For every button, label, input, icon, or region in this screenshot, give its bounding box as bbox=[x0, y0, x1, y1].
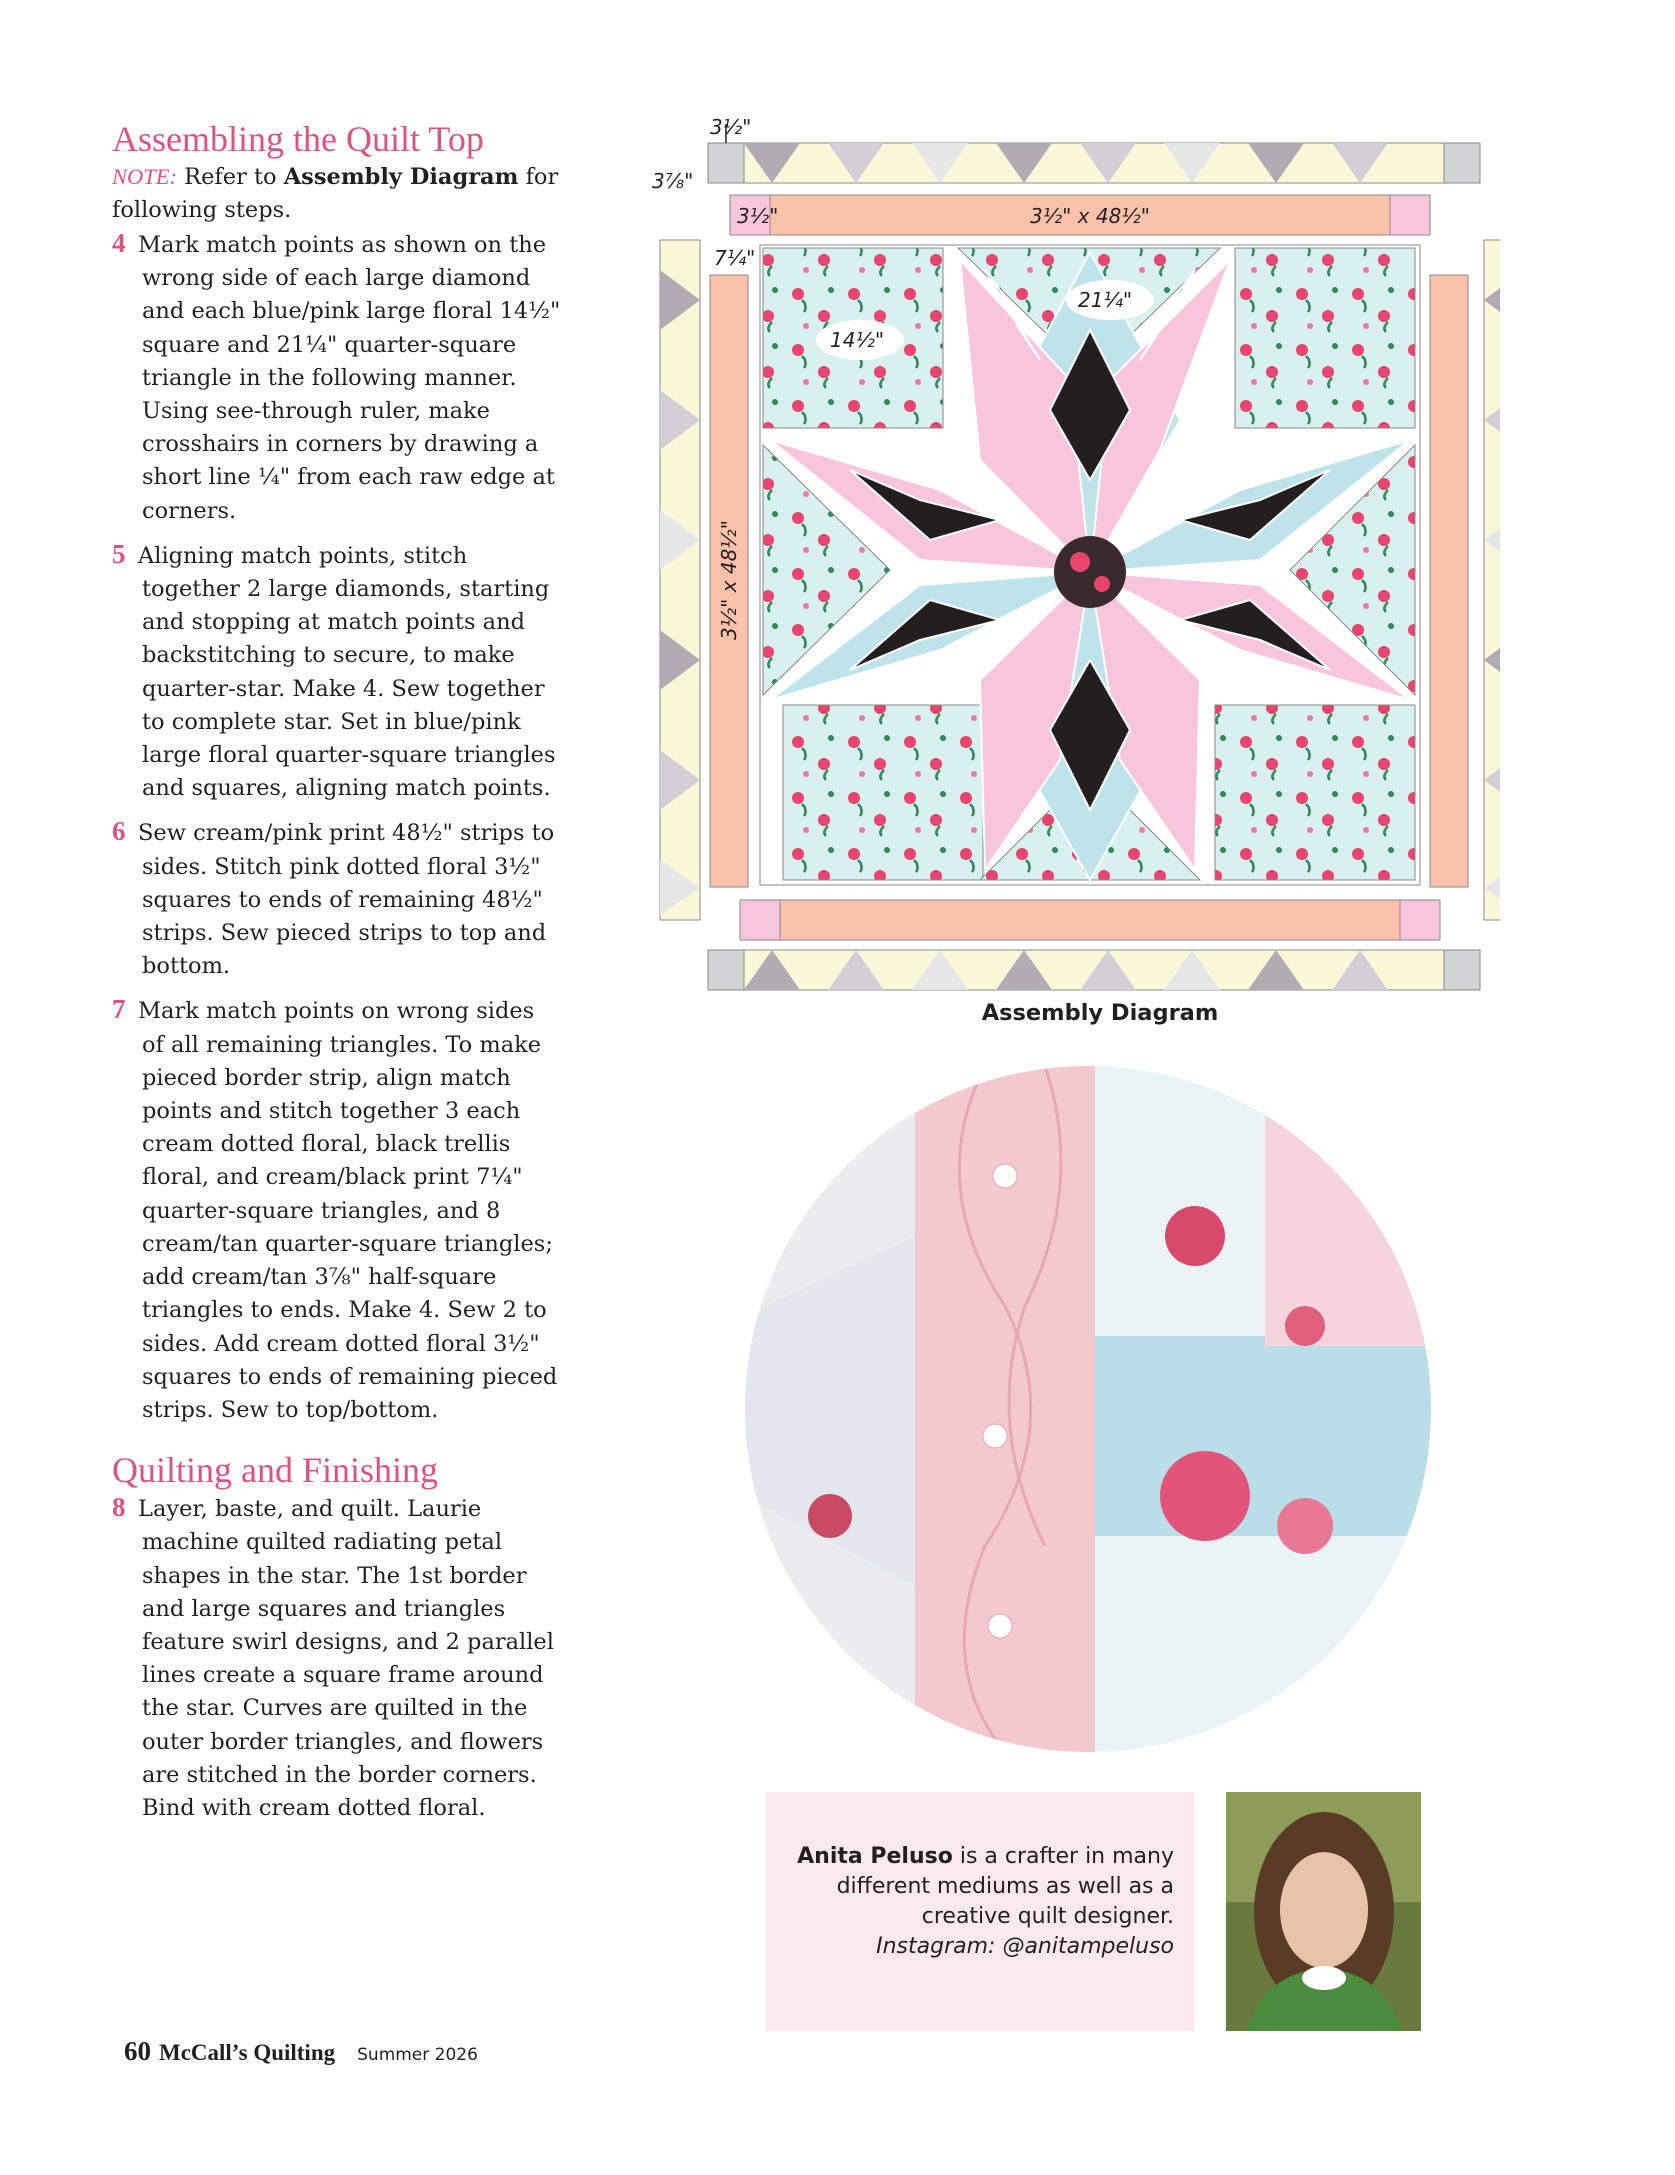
corner-square bbox=[1235, 248, 1415, 428]
section-heading-assembling: Assembling the Quilt Top bbox=[112, 119, 484, 159]
note-bold: Assembly Diagram bbox=[283, 164, 519, 190]
note-text-end: for following steps. bbox=[112, 164, 559, 223]
bottom-pieced-border bbox=[708, 950, 1480, 990]
magazine-name: McCall’s Quilting bbox=[159, 2040, 336, 2065]
step-text: Layer, baste, and quilt. Laurie machine quilted radiating petal shapes in the star. The 1st border and large squares and triangles feature swirl designs, and 2 parallel lines create a square frame around the star. Curves are quilted in the outer border triangles, and flowers are stitched in the border corners. Bind with cream dotted floral. bbox=[138, 1496, 554, 1821]
note-paragraph bbox=[112, 160, 562, 227]
step-number: 4 bbox=[112, 228, 126, 258]
bio-text bbox=[774, 1842, 1174, 1962]
left-pieced-border bbox=[660, 240, 700, 920]
step-8 bbox=[112, 1491, 562, 1825]
instagram-handle: Instagram: @anitampeluso bbox=[876, 1934, 1174, 1959]
designer-name: Anita Peluso bbox=[797, 1844, 953, 1869]
right-pieced-border bbox=[1484, 240, 1500, 920]
step-text: Sew cream/pink print 48½" strips to sides. Stitch pink dotted floral 3½" squares to ends of remaining 48½" strips. Sew pieced strips to top and bottom. bbox=[138, 820, 555, 980]
step-6 bbox=[112, 815, 562, 983]
designer-bio-box bbox=[766, 1792, 1194, 2031]
step-5 bbox=[112, 538, 562, 806]
top-pieced-border bbox=[708, 143, 1480, 183]
dim-side-strip: 3½" x 48½" bbox=[717, 520, 741, 640]
dim-half-square: 3⅞" bbox=[652, 169, 694, 193]
step-number: 7 bbox=[112, 994, 126, 1025]
step-number: 8 bbox=[112, 1492, 126, 1523]
step-4 bbox=[112, 227, 562, 528]
note-label: NOTE: bbox=[112, 164, 178, 189]
diagram-caption: Assembly Diagram bbox=[981, 1000, 1219, 1026]
step-text: Aligning match points, stitch together 2 large diamonds, starting and stopping at match points and backstitching to secure, to make quarter-star. Make 4. Sew together to complete star. Set in blue/pink large floral quarter-square triangles and squares, aligning match points. bbox=[138, 542, 556, 802]
corner-square bbox=[783, 705, 983, 880]
dim-pink-square: 3½" bbox=[737, 204, 779, 228]
dim-outer-square: 3½" bbox=[710, 115, 752, 139]
designer-portrait bbox=[1226, 1792, 1421, 2031]
corner-square bbox=[1215, 705, 1415, 880]
step-7 bbox=[112, 993, 562, 1427]
page-footer bbox=[124, 2036, 478, 2067]
dim-large-square: 14½" bbox=[830, 328, 885, 352]
step-number: 6 bbox=[112, 816, 126, 847]
quilt-detail-photo bbox=[745, 1066, 1431, 1752]
assembly-diagram bbox=[640, 110, 1500, 1000]
page-number: 60 bbox=[124, 2036, 151, 2066]
step-text: Mark match points on wrong sides of all remaining triangles. To make pieced border strip, align match points and stitch together 3 each cream dotted floral, black trellis floral, and cream/black print 7¼" quarter-square triangles, and 8 cream/tan quarter-square triangles; add cream/tan 3⅞" half-square triangles to ends. Make 4. Sew 2 to sides. Add cream dotted floral 3½" squares to ends of remaining pieced strips. Sew to top/bottom. bbox=[138, 998, 558, 1423]
step-number: 5 bbox=[112, 538, 126, 569]
dim-large-triangle: 21¼" bbox=[1078, 288, 1133, 312]
step-text: Mark match points as shown on the wrong side of each large diamond and each blue/pink large floral 14½" square and 21¼" quarter-square triangle in the following manner. Using see-through ruler, make crosshairs in corners by drawing a short line ¼" from each raw edge at corners. bbox=[138, 232, 561, 524]
dim-quarter-triangle: 7¼" bbox=[714, 246, 756, 270]
section-heading-quilting: Quilting and Finishing bbox=[112, 1450, 439, 1491]
dim-top-strip: 3½" x 48½" bbox=[1030, 204, 1150, 228]
note-text: Refer to bbox=[177, 164, 284, 190]
instructions-column bbox=[112, 118, 562, 1835]
bio-description: is a crafter in many different mediums as well as a creative quilt designer. bbox=[836, 1844, 1174, 1929]
issue-date: Summer 2026 bbox=[357, 2045, 478, 2065]
